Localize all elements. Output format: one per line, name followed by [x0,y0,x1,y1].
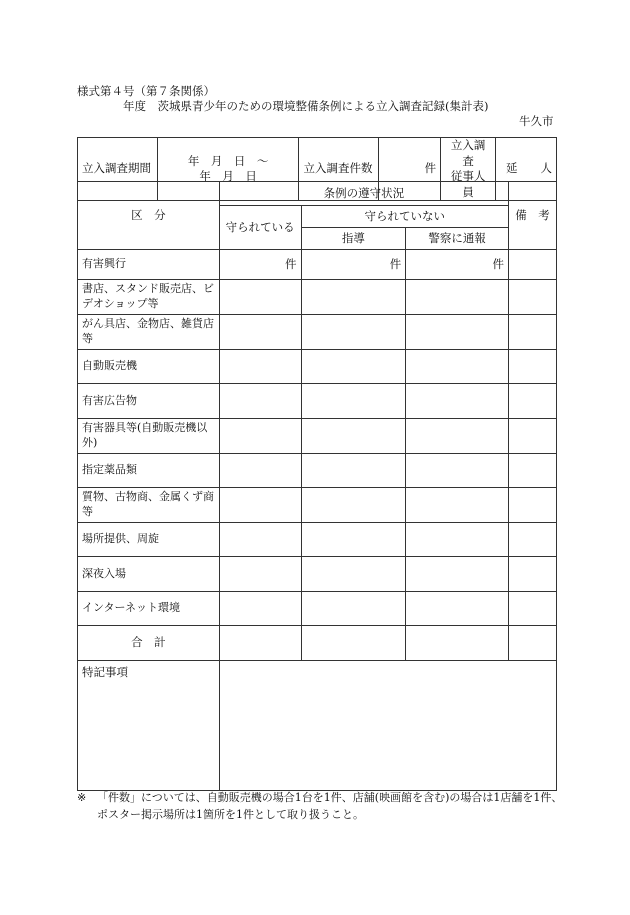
form-label: 様式第４号（第７条関係） [77,84,215,98]
remarks-cell [509,280,557,315]
period-label: 立入調査期間 [78,138,158,201]
kept-cell [219,280,301,315]
row-label: 有害興行 [78,250,220,280]
total-row [78,626,557,661]
kept-cell [219,384,301,419]
police-cell [406,350,509,384]
compliance-header: 条例の遵守状況 [219,182,508,206]
row-label: 場所提供、周旋 [78,523,220,557]
kept-cell [219,592,301,626]
remarks-cell [509,315,557,350]
total-label: 合 計 [78,626,220,661]
guidance-cell [301,488,406,523]
special-notes-cell [219,661,556,791]
count-unit: 件 [379,138,441,201]
table-row [78,488,557,523]
table-row [78,250,557,280]
category-header: 区 分 [78,182,220,250]
not-kept-header: 守られていない [301,206,509,228]
remarks-cell [509,384,557,419]
police-header: 警察に通報 [406,228,509,250]
row-label: 質物、古物商、金属くず商等 [78,488,220,523]
guidance-cell [301,626,406,661]
footnote-text: 「件数」については、自動販売機の場合1台を1件、店舗(映画館を含む)の場合は1店舗を1件、ポスター掲示場所は1箇所を1件として取り扱うこと。 [97,791,563,822]
inspection-table [77,181,557,791]
remarks-cell [509,626,557,661]
guidance-cell [301,454,406,488]
guidance-header: 指導 [301,228,406,250]
staff-label-line1: 立入調査 [450,138,486,168]
period-start: 年 月 日 ～ [187,153,269,168]
police-cell [406,280,509,315]
kept-cell [219,626,301,661]
police-cell [406,592,509,626]
police-cell: 件 [406,250,509,280]
remarks-cell [509,350,557,384]
row-label: 書店、スタンド販売店、ビデオショップ等 [78,280,220,315]
special-notes-label: 特記事項 [78,661,220,791]
police-cell [406,488,509,523]
remarks-cell [509,419,557,454]
kept-cell [219,523,301,557]
row-label: 有害器具等(自動販売機以外) [78,419,220,454]
kept-cell [219,488,301,523]
remarks-cell [509,523,557,557]
row-label: 指定薬品類 [78,454,220,488]
guidance-cell [301,592,406,626]
remarks-cell [509,454,557,488]
staff-unit: 延 人 [496,138,557,201]
staff-label-line2: 従事人員 [450,169,486,199]
table-row [78,523,557,557]
police-cell [406,419,509,454]
kept-header: 守られている [219,206,301,250]
remarks-header: 備 考 [509,182,557,250]
guidance-cell: 件 [301,250,406,280]
period-end: 年 月 日 [199,169,257,184]
police-cell [406,523,509,557]
footnote-mark: ※ [77,791,87,804]
guidance-cell [301,523,406,557]
kept-cell: 件 [219,250,301,280]
row-label: がん具店、金物店、雑貨店等 [78,315,220,350]
guidance-cell [301,280,406,315]
police-cell [406,557,509,592]
guidance-cell [301,557,406,592]
guidance-cell [301,384,406,419]
table-row [78,315,557,350]
remarks-cell [509,592,557,626]
kept-cell [219,419,301,454]
police-cell [406,384,509,419]
table-row [78,350,557,384]
kept-cell [219,315,301,350]
remarks-cell [509,250,557,280]
row-label: 自動販売機 [78,350,220,384]
document-title: 年度 茨城県青少年のための環境整備条例による立入調査記録(集計表) [123,99,489,113]
guidance-cell [301,350,406,384]
row-label: 深夜入場 [78,557,220,592]
remarks-cell [509,557,557,592]
police-cell [406,454,509,488]
kept-cell [219,557,301,592]
footnote [77,789,567,823]
special-notes-row [78,661,557,791]
table-row [78,384,557,419]
table-row [78,557,557,592]
guidance-cell [301,419,406,454]
kept-cell [219,350,301,384]
police-cell [406,626,509,661]
city-name: 牛久市 [519,114,554,128]
table-row [78,419,557,454]
row-label: 有害広告物 [78,384,220,419]
remarks-cell [509,488,557,523]
table-row [78,592,557,626]
police-cell [406,315,509,350]
row-label: インターネット環境 [78,592,220,626]
kept-cell [219,454,301,488]
table-row [78,454,557,488]
count-label: 立入調査件数 [299,138,379,201]
guidance-cell [301,315,406,350]
table-row [78,280,557,315]
